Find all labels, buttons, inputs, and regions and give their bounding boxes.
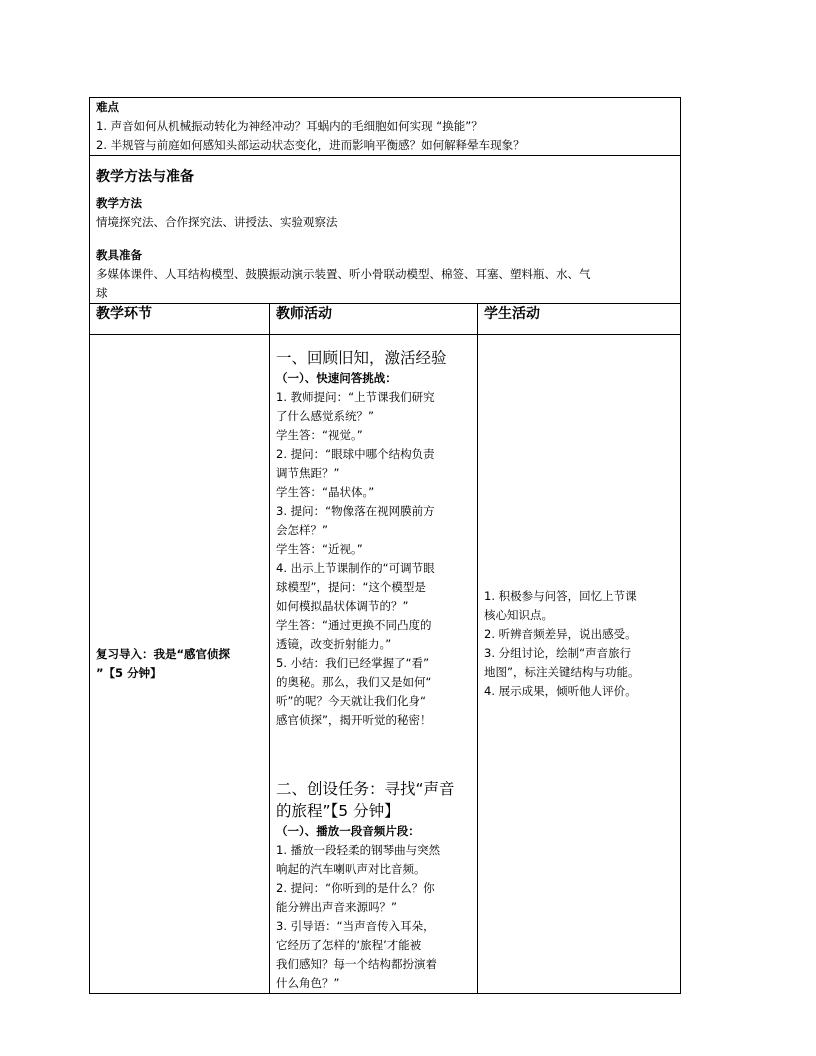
list-item: 1. 积极参与问答，回忆上节课 bbox=[484, 589, 637, 603]
teacher-activity-cell bbox=[270, 335, 478, 994]
student-activity-cell bbox=[478, 335, 681, 994]
stage-label-line1: 复习导入：我是“感官侦探 bbox=[96, 647, 231, 661]
teacher-section2-body bbox=[276, 841, 471, 993]
materials-heading: 教具准备 bbox=[96, 248, 142, 262]
list-item: 会怎样？” bbox=[276, 523, 328, 537]
list-item: 2. 提问：“眼球中哪个结构负责 bbox=[276, 447, 435, 461]
methods-text: 情境探究法、合作探究法、讲授法、实验观察法 bbox=[96, 215, 338, 229]
header-teacher-activity: 教师活动 bbox=[270, 304, 478, 335]
teacher-section2-title-line1: 二、创设任务：寻找“声音 bbox=[276, 780, 455, 798]
table-row bbox=[90, 335, 681, 994]
list-item: 2. 听辨音频差异，说出感受。 bbox=[484, 627, 637, 641]
stage-label-line2: ”【5 分钟】 bbox=[96, 666, 162, 680]
list-item: 感官侦探”，揭开听觉的秘密！ bbox=[276, 713, 432, 727]
list-item: 什么角色？” bbox=[276, 976, 340, 990]
header-teaching-stage: 教学环节 bbox=[90, 304, 270, 335]
teacher-section2-title-line2: 的旅程”【5 分钟】 bbox=[276, 802, 400, 820]
list-item: 学生答：“近视。” bbox=[276, 542, 363, 556]
list-item: 学生答：“通过更换不同凸度的 bbox=[276, 618, 432, 632]
teacher-section2-subtitle: （一）、播放一段音频片段： bbox=[276, 824, 420, 838]
list-item: 1. 教师提问：“上节课我们研究 bbox=[276, 390, 435, 404]
list-item: 透镜，改变折射能力。” bbox=[276, 637, 392, 651]
teacher-section1-body bbox=[276, 388, 471, 730]
list-item: 3. 提问：“物像落在视网膜前方 bbox=[276, 504, 435, 518]
list-item: 它经历了怎样的‘旅程’才能被 bbox=[276, 938, 422, 952]
list-item: 学生答：“晶状体。” bbox=[276, 485, 375, 499]
list-item: 5. 小结：我们已经掌握了“看” bbox=[276, 656, 430, 670]
list-item: 1. 播放一段轻柔的钢琴曲与突然 bbox=[276, 843, 441, 857]
list-item: 如何模拟晶状体调节的？” bbox=[276, 599, 409, 613]
list-item: 4. 出示上节课制作的“可调节眼 bbox=[276, 561, 435, 575]
list-item: 2. 提问：“你听到的是什么？你 bbox=[276, 881, 435, 895]
list-item: 地图”，标注关键结构与功能。 bbox=[484, 665, 640, 679]
list-item: 3. 分组讨论，绘制“声音旅行 bbox=[484, 646, 632, 660]
list-item: 听”的呢？今天就让我们化身“ bbox=[276, 694, 426, 708]
table-header-row bbox=[90, 304, 681, 335]
list-item: 学生答：“视觉。” bbox=[276, 428, 363, 442]
lesson-plan-page bbox=[89, 97, 680, 994]
difficulty-item: 2. 半规管与前庭如何感知头部运动状态变化，进而影响平衡感？如何解释晕车现象？ bbox=[96, 138, 525, 152]
stage-cell bbox=[90, 335, 270, 994]
list-item: 4. 展示成果，倾听他人评价。 bbox=[484, 684, 637, 698]
list-item: 我们感知？每一个结构都扮演着 bbox=[276, 957, 437, 971]
difficulties-row bbox=[90, 98, 681, 156]
methods-row bbox=[90, 156, 681, 304]
methods-section-title: 教学方法与准备 bbox=[96, 169, 194, 185]
header-student-activity: 学生活动 bbox=[478, 304, 681, 335]
list-item: 的奥秘。那么，我们又是如何“ bbox=[276, 675, 432, 689]
materials-text-line2: 球 bbox=[96, 286, 108, 300]
lesson-plan-table bbox=[89, 97, 681, 994]
teacher-section1-title: 一、回顾旧知，激活经验 bbox=[276, 349, 447, 367]
materials-text-line1: 多媒体课件、人耳结构模型、鼓膜振动演示装置、听小骨联动模型、棉签、耳塞、塑料瓶、水、气 bbox=[96, 267, 591, 281]
list-item: 了什么感觉系统？” bbox=[276, 409, 374, 423]
difficulties-heading: 难点 bbox=[96, 100, 119, 114]
methods-heading: 教学方法 bbox=[96, 196, 142, 210]
list-item: 核心知识点。 bbox=[484, 608, 553, 622]
list-item: 球模型”，提问：“这个模型是 bbox=[276, 580, 426, 594]
list-item: 3. 引导语：“当声音传入耳朵， bbox=[276, 919, 435, 933]
list-item: 调节焦距？” bbox=[276, 466, 340, 480]
difficulty-item: 1. 声音如何从机械振动转化为神经冲动？耳蜗内的毛细胞如何实现 “换能”？ bbox=[96, 119, 483, 133]
list-item: 能分辨出声音来源吗？” bbox=[276, 900, 397, 914]
teacher-section1-subtitle: （一）、快速问答挑战： bbox=[276, 371, 397, 385]
list-item: 响起的汽车喇叭声对比音频。 bbox=[276, 862, 426, 876]
